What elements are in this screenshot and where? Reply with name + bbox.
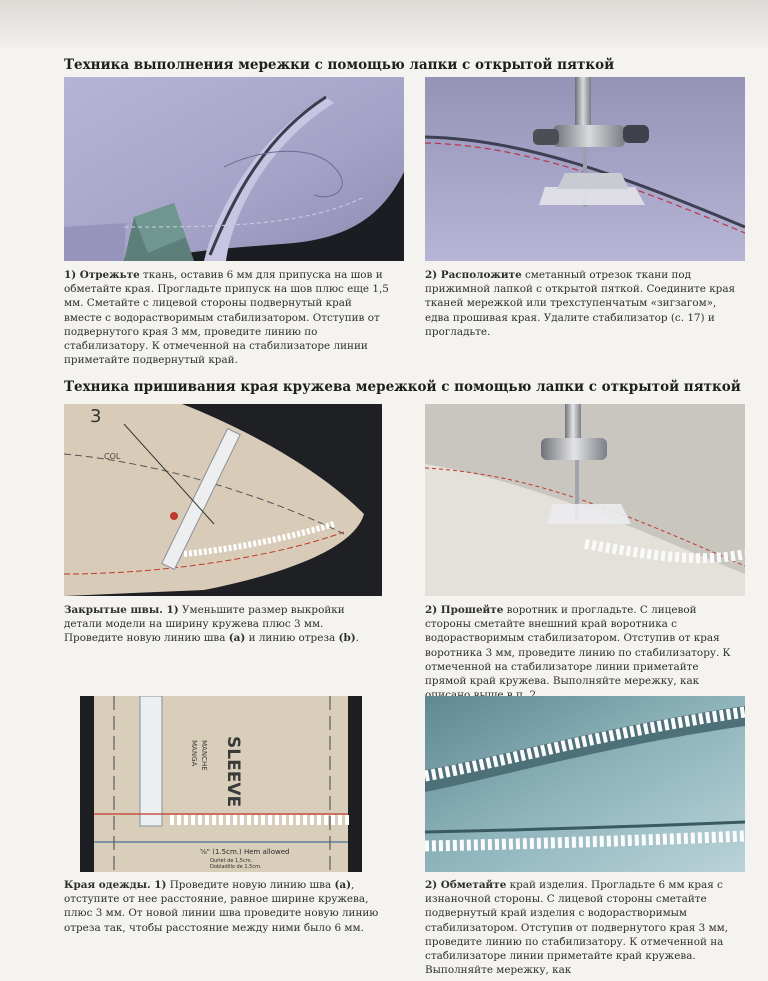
sleeve-pattern-illustration [80, 696, 362, 872]
edges-text-a: Проведите новую линию шва [166, 879, 335, 891]
edges-text-b: , отступите от нее расстояние, равное ширине кружева, плюс 3 мм. От новой линии шва проведите новую линию отреза так, чтобы расстояние между ними было 6 мм. [64, 879, 379, 934]
section-title-2: Техника пришивания края кружева мережкой с помощью лапки с открытой пяткой [64, 379, 741, 395]
collar-text-a: Уменьшите размер выкройки детали модели на ширину кружева плюс 3 мм. Проведите новую линию шва [64, 604, 345, 645]
photo-lace-foot [425, 404, 745, 596]
edges-lead: Края одежды. 1) [64, 879, 167, 891]
pattern-manche-label: MANCHE [200, 740, 208, 771]
collar-mark-a: (a) [228, 632, 246, 645]
photo-collar-pattern [64, 404, 382, 596]
collar-lead: Закрытые швы. 1) [64, 604, 179, 616]
collar-step2-text: воротник и прогладьте. С лицевой стороны сметайте внешний край воротника с водорастворимым стабилизатором. Отступив от края воротника 3 мм, проведите линию по стабилизатору. К отмеченной на стабилизаторе линии приметайте прямой край кружева. Выполняйте мережку, как [425, 604, 731, 688]
photo-fabric-edge [64, 77, 404, 261]
pattern-hem-label-fr: Ourlet de 1,5cm. [210, 858, 253, 864]
caption-edges-step2 [425, 878, 743, 977]
pattern-number: 3 [90, 406, 102, 427]
photo-sewing-foot [425, 77, 745, 261]
sewing-foot-illustration [425, 77, 745, 261]
caption-collar-step2 [425, 603, 743, 702]
edges-step2-text: край изделия. Прогладьте 6 мм края с изнаночной стороны. С лицевой стороны сметайте подвернутый край изделия с водорастворимым стабилизатором. Отступив от подвернутого края 3 мм, проведите линию по стабилизатору. К отмеченной на стабилизаторе линии приметайте край кружева. Выполняйте мережку, как [425, 879, 729, 977]
pattern-sleeve-label: SLEEVE [223, 736, 243, 808]
caption-step1 [64, 268, 390, 367]
caption-collar-step1 [64, 603, 382, 646]
step1-lead: 1) Отрежьте [64, 269, 140, 281]
edges-step2-lead: 2) Обметайте [425, 879, 507, 891]
pattern-collar-mark: COL [104, 452, 121, 461]
pattern-hem-label-es: Dobladillo de 1,5cm. [210, 864, 262, 870]
lace-foot-illustration [425, 404, 745, 596]
collar-step2-lead: 2) Прошейте [425, 604, 504, 616]
step2-text: сметанный отрезок ткани под прижимной лапкой с открытой пяткой. Соедините края тканей мережкой или трехступенчатым «зигзагом», едва прошивая края. Удалите стабилизатор (с. 17) и прогладьте. [425, 269, 736, 338]
section-title-1: Техника выполнения мережки с помощью лапки с открытой пяткой [64, 57, 615, 73]
step2-lead: 2) Расположите [425, 269, 522, 281]
caption-edges-step1 [64, 878, 382, 935]
fabric-edge-illustration [64, 77, 404, 261]
photo-blue-fabric-lace [425, 696, 745, 872]
collar-text-c: . [355, 632, 359, 645]
caption-step2 [425, 268, 743, 339]
photo-sleeve-pattern [80, 696, 362, 872]
pattern-hem-label: ⅝" (1.5cm.) Hem allowed [200, 848, 290, 856]
collar-text-b: и линию отреза [245, 632, 339, 645]
edges-mark-a: (a) [334, 879, 352, 891]
collar-mark-b: (b) [338, 632, 356, 645]
collar-pattern-illustration [64, 404, 382, 596]
blue-fabric-lace-illustration [425, 696, 745, 872]
step1-text: ткань, оставив 6 мм для припуска на шов и обметайте края. Прогладьте припуск на шов плюс еще 1,5 мм. Сметайте с лицевой стороны подвернутый край вместе с водорастворимым стабилизатором. Отступив от подвернутого края 3 мм, проведите линию по стабилизатору. К отмеченной на стабилизаторе линии приметайте подвернутый край. [64, 269, 389, 367]
top-edge-shadow [0, 0, 768, 52]
pattern-manga-label: MANGA [190, 740, 198, 767]
